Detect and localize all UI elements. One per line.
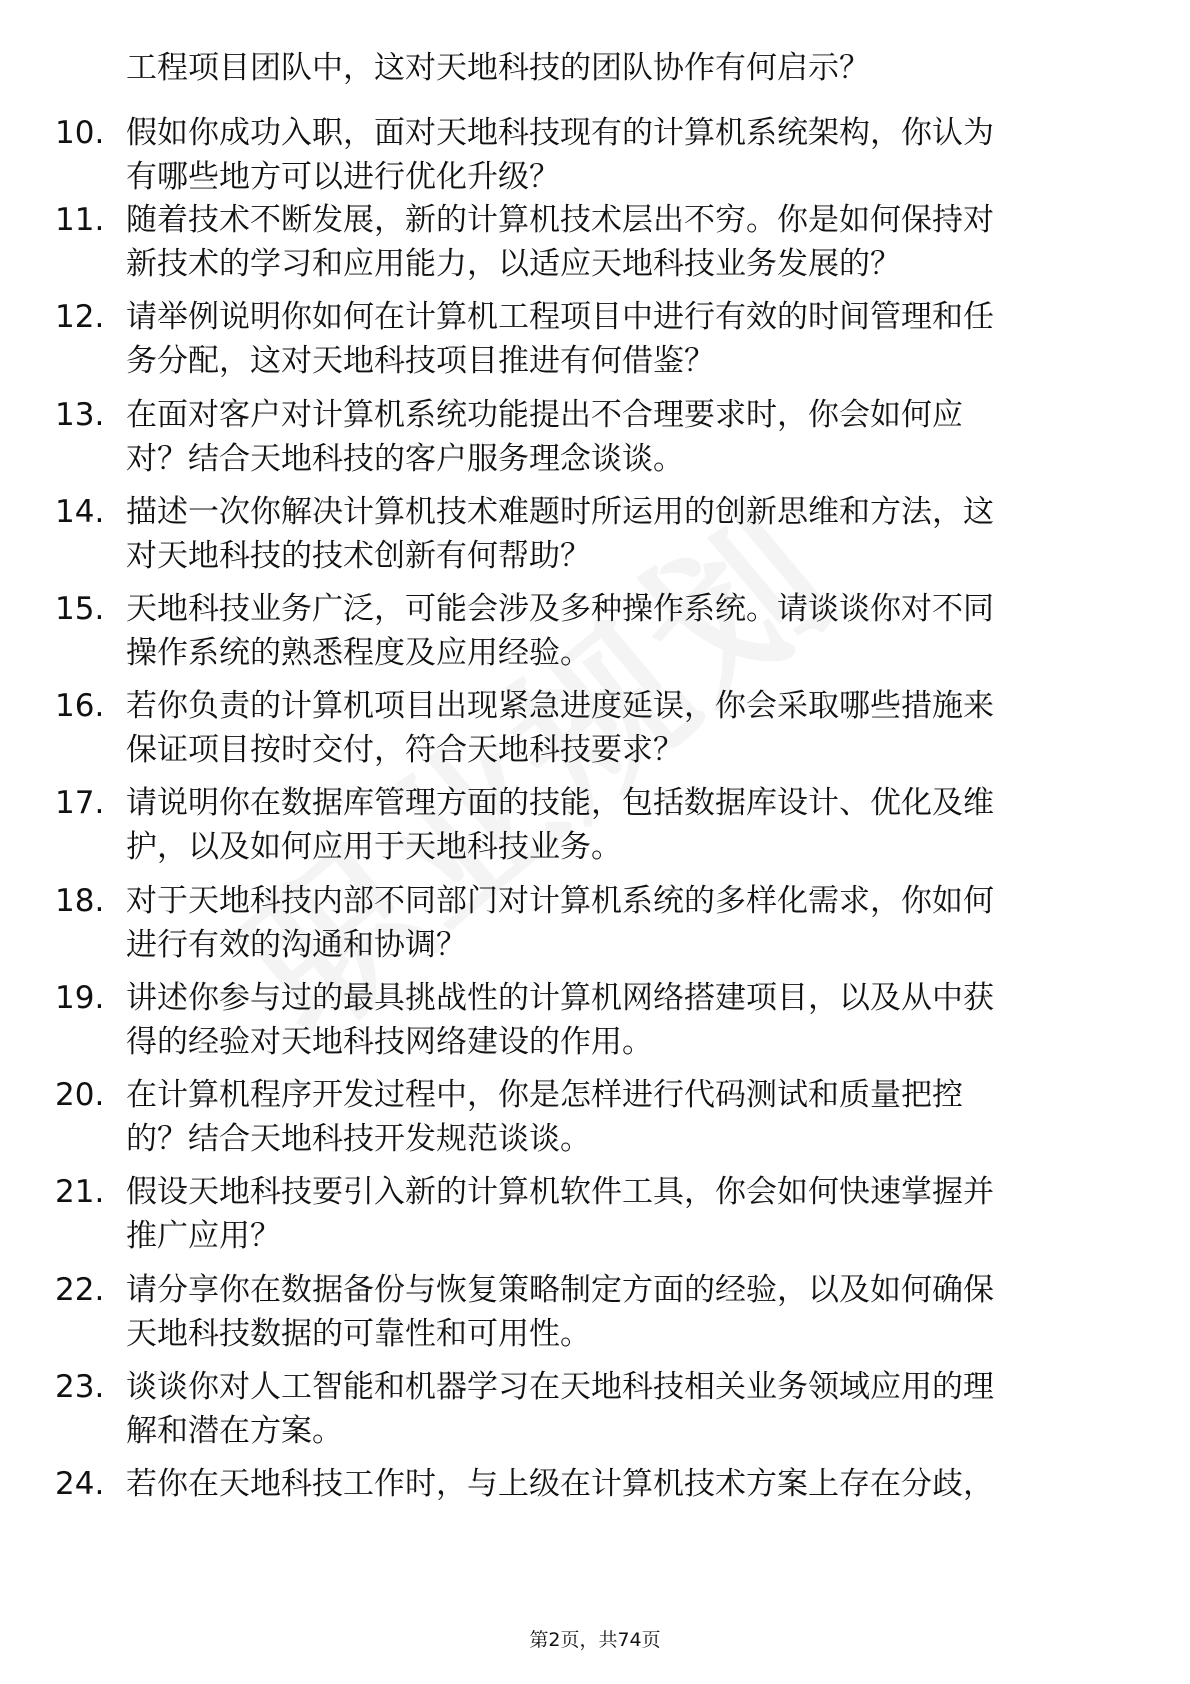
question-text-line: 推广应用？: [126, 1218, 281, 1254]
question-number: 12.: [55, 299, 105, 335]
question-text-line: 谈谈你对人工智能和机器学习在天地科技相关业务领域应用的理: [126, 1369, 994, 1405]
question-number: 10.: [55, 115, 105, 151]
continuation-line: 工程项目团队中，这对天地科技的团队协作有何启示？: [126, 50, 870, 86]
question-text-line: 在面对客户对计算机系统功能提出不合理要求时，你会如何应: [126, 397, 963, 433]
question-text-line: 若你在天地科技工作时，与上级在计算机技术方案上存在分歧，: [126, 1466, 994, 1502]
question-text-line: 随着技术不断发展，新的计算机技术层出不穷。你是如何保持对: [126, 202, 994, 238]
question-number: 24.: [55, 1466, 105, 1502]
question-text-line: 进行有效的沟通和协调？: [126, 927, 467, 963]
question-number: 18.: [55, 883, 105, 919]
question-number: 22.: [55, 1272, 105, 1308]
question-text-line: 对天地科技的技术创新有何帮助？: [126, 538, 591, 574]
question-text-line: 描述一次你解决计算机技术难题时所运用的创新思维和方法，这: [126, 494, 994, 530]
question-text-line: 假如你成功入职，面对天地科技现有的计算机系统架构，你认为: [126, 115, 994, 151]
question-text-line: 若你负责的计算机项目出现紧急进度延误，你会采取哪些措施来: [126, 688, 994, 724]
question-text-line: 护，以及如何应用于天地科技业务。: [126, 829, 622, 865]
question-text-line: 务分配，这对天地科技项目推进有何借鉴？: [126, 343, 715, 379]
question-text-line: 操作系统的熟悉程度及应用经验。: [126, 635, 591, 671]
question-text-line: 对于天地科技内部不同部门对计算机系统的多样化需求，你如何: [126, 883, 994, 919]
question-text-line: 天地科技数据的可靠性和可用性。: [126, 1316, 591, 1352]
question-text-line: 的？结合天地科技开发规范谈谈。: [126, 1121, 591, 1157]
question-text-line: 天地科技业务广泛，可能会涉及多种操作系统。请谈谈你对不同: [126, 591, 994, 627]
page-number-footer: 第2页，共74页: [529, 1629, 661, 1651]
question-text-line: 在计算机程序开发过程中，你是怎样进行代码测试和质量把控: [126, 1077, 963, 1113]
question-number: 11.: [55, 202, 105, 238]
question-text-line: 保证项目按时交付，符合天地科技要求？: [126, 732, 684, 768]
question-number: 14.: [55, 494, 105, 530]
question-text-line: 得的经验对天地科技网络建设的作用。: [126, 1024, 653, 1060]
question-text-line: 请分享你在数据备份与恢复策略制定方面的经验，以及如何确保: [126, 1272, 994, 1308]
question-number: 21.: [55, 1174, 105, 1210]
question-number: 19.: [55, 980, 105, 1016]
question-number: 13.: [55, 397, 105, 433]
question-text-line: 有哪些地方可以进行优化升级？: [126, 159, 560, 195]
question-text-line: 对？结合天地科技的客户服务理念谈谈。: [126, 441, 684, 477]
question-text-line: 请说明你在数据库管理方面的技能，包括数据库设计、优化及维: [126, 785, 994, 821]
question-number: 15.: [55, 591, 105, 627]
question-text-line: 解和潜在方案。: [126, 1413, 343, 1449]
question-text-line: 假设天地科技要引入新的计算机软件工具，你会如何快速掌握并: [126, 1174, 994, 1210]
question-number: 16.: [55, 688, 105, 724]
question-number: 17.: [55, 785, 105, 821]
question-text-line: 请举例说明你如何在计算机工程项目中进行有效的时间管理和任: [126, 299, 994, 335]
question-text-line: 讲述你参与过的最具挑战性的计算机网络搭建项目，以及从中获: [126, 980, 994, 1016]
question-number: 20.: [55, 1077, 105, 1113]
question-number: 23.: [55, 1369, 105, 1405]
question-text-line: 新技术的学习和应用能力，以适应天地科技业务发展的？: [126, 246, 901, 282]
